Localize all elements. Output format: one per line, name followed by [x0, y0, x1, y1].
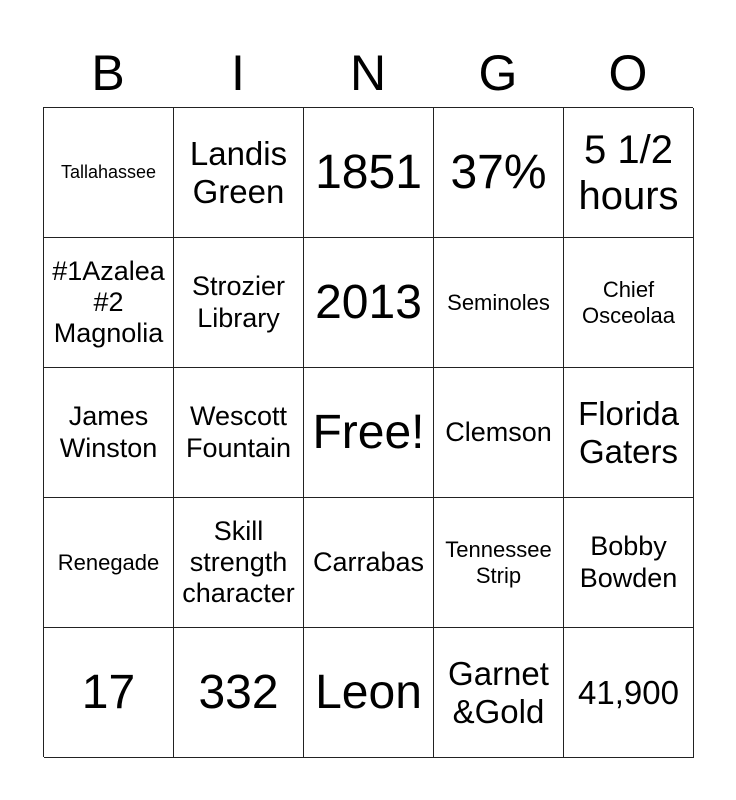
- bingo-cell-r1c1[interactable]: Tallahassee: [44, 108, 174, 238]
- bingo-header: [43, 40, 693, 106]
- bingo-cell-r4c4[interactable]: Tennessee Strip: [434, 498, 564, 628]
- bingo-cell-r3c4[interactable]: Clemson: [434, 368, 564, 498]
- bingo-cell-r3c3[interactable]: Free!: [304, 368, 434, 498]
- bingo-cell-r4c2[interactable]: Skill strength character: [174, 498, 304, 628]
- bingo-cell-r5c3[interactable]: Leon: [304, 628, 434, 758]
- bingo-cell-r4c1[interactable]: Renegade: [44, 498, 174, 628]
- bingo-cell-r3c5[interactable]: Florida Gaters: [564, 368, 694, 498]
- bingo-cell-r2c4[interactable]: Seminoles: [434, 238, 564, 368]
- bingo-board: [43, 107, 693, 757]
- header-letter-g: G: [478, 45, 518, 101]
- bingo-cell-r5c2[interactable]: 332: [174, 628, 304, 758]
- bingo-cell-r3c2[interactable]: Wescott Fountain: [174, 368, 304, 498]
- bingo-cell-r1c5[interactable]: 5 1/2 hours: [564, 108, 694, 238]
- header-letter-b: B: [91, 45, 125, 101]
- bingo-cell-r2c5[interactable]: Chief Osceolaa: [564, 238, 694, 368]
- bingo-cell-r4c3[interactable]: Carrabas: [304, 498, 434, 628]
- header-letter-o: O: [608, 45, 648, 101]
- bingo-cell-r2c1[interactable]: #1Azalea #2 Magnolia: [44, 238, 174, 368]
- header-letter-n: N: [349, 45, 387, 101]
- bingo-cell-r5c4[interactable]: Garnet &Gold: [434, 628, 564, 758]
- header-letter-i: I: [231, 45, 245, 101]
- bingo-cell-r1c2[interactable]: Landis Green: [174, 108, 304, 238]
- bingo-cell-r4c5[interactable]: Bobby Bowden: [564, 498, 694, 628]
- bingo-cell-r1c4[interactable]: 37%: [434, 108, 564, 238]
- bingo-cell-r2c2[interactable]: Strozier Library: [174, 238, 304, 368]
- bingo-cell-r3c1[interactable]: James Winston: [44, 368, 174, 498]
- bingo-cell-r1c3[interactable]: 1851: [304, 108, 434, 238]
- bingo-cell-r5c5[interactable]: 41,900: [564, 628, 694, 758]
- bingo-cell-r5c1[interactable]: 17: [44, 628, 174, 758]
- bingo-cell-r2c3[interactable]: 2013: [304, 238, 434, 368]
